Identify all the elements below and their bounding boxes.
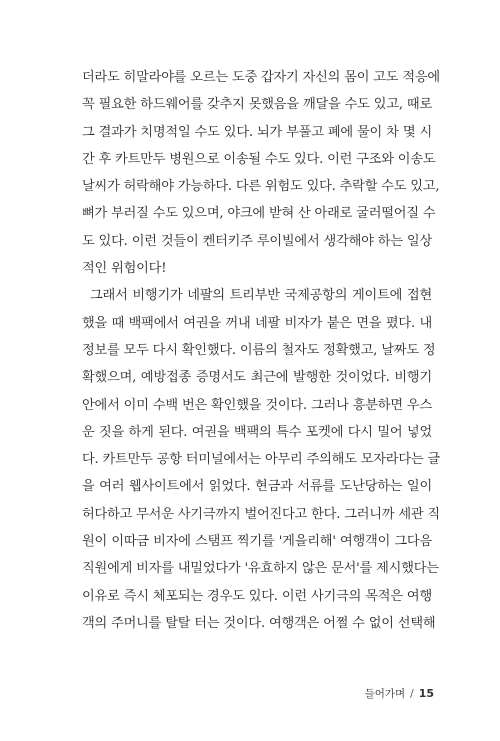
- text-line: 운 짓을 하게 된다. 여권을 백팩의 특수 포켓에 다시 밀어 넣었: [82, 424, 432, 440]
- text-line: 뼈가 부러질 수도 있으며, 야크에 받혀 산 아래로 굴러떨어질 수: [82, 206, 436, 222]
- text-line: 직원에게 비자를 내밀었다가 '유효하지 않은 문서'를 제시했다는: [82, 561, 439, 577]
- text-line: 허다하고 무서운 사기극까지 벌어진다고 한다. 그러니까 세관 직: [82, 506, 440, 522]
- text-line: 적인 위험이다!: [82, 261, 167, 277]
- footer-separator: /: [410, 688, 414, 700]
- text-line: 을 여러 웹사이트에서 읽었다. 현금과 서류를 도난당하는 일이: [82, 479, 432, 495]
- text-line: 이유로 즉시 체포되는 경우도 있다. 이런 사기극의 목적은 여행: [82, 588, 432, 604]
- text-line: 원이 이따금 비자에 스탬프 찍기를 '게을리해' 여행객이 그다음: [82, 534, 432, 550]
- text-line: 더라도 히말라야를 오르는 도중 갑자기 자신의 몸이 고도 적응에: [82, 70, 440, 85]
- text-line: 날씨가 허락해야 가능하다. 다른 위험도 있다. 추락할 수도 있고,: [82, 179, 440, 195]
- text-line: 정보를 모두 다시 확인했다. 이름의 철자도 정확했고, 날짜도 정: [82, 342, 436, 358]
- body-text: [82, 64, 440, 637]
- text-line: 그 결과가 치명적일 수도 있다. 뇌가 부풀고 폐에 물이 차 몇 시: [82, 124, 432, 140]
- text-line: 도 있다. 이런 것들이 켄터키주 루이빌에서 생각해야 하는 일상: [82, 233, 432, 249]
- text-line: 했을 때 백팩에서 여권을 꺼내 네팔 비자가 붙은 면을 폈다. 내: [82, 315, 432, 331]
- text-line: 간 후 카트만두 병원으로 이송될 수도 있다. 이런 구조와 이송도: [82, 151, 436, 167]
- text-line: 객의 주머니를 탈탈 터는 것이다. 여행객은 어쩔 수 없이 선택해: [82, 615, 436, 631]
- page-footer: [365, 686, 434, 701]
- text-line: 안에서 이미 수백 번은 확인했을 것이다. 그러나 흥분하면 우스: [82, 397, 432, 413]
- page-number: 15: [418, 687, 434, 700]
- text-line: 확했으며, 예방접종 증명서도 최근에 발행한 것이었다. 비행기: [82, 370, 432, 386]
- footer-section-title: 들어가며: [364, 688, 406, 700]
- text-line: 다. 카트만두 공항 터미널에서는 아무리 주의해도 모자라다는 글: [82, 452, 440, 468]
- text-line: 꼭 필요한 하드웨어를 갖추지 못했음을 깨달을 수도 있고, 때로: [82, 97, 432, 113]
- text-line: 그래서 비행기가 네팔의 트리부반 국제공항의 게이트에 접현: [90, 288, 432, 304]
